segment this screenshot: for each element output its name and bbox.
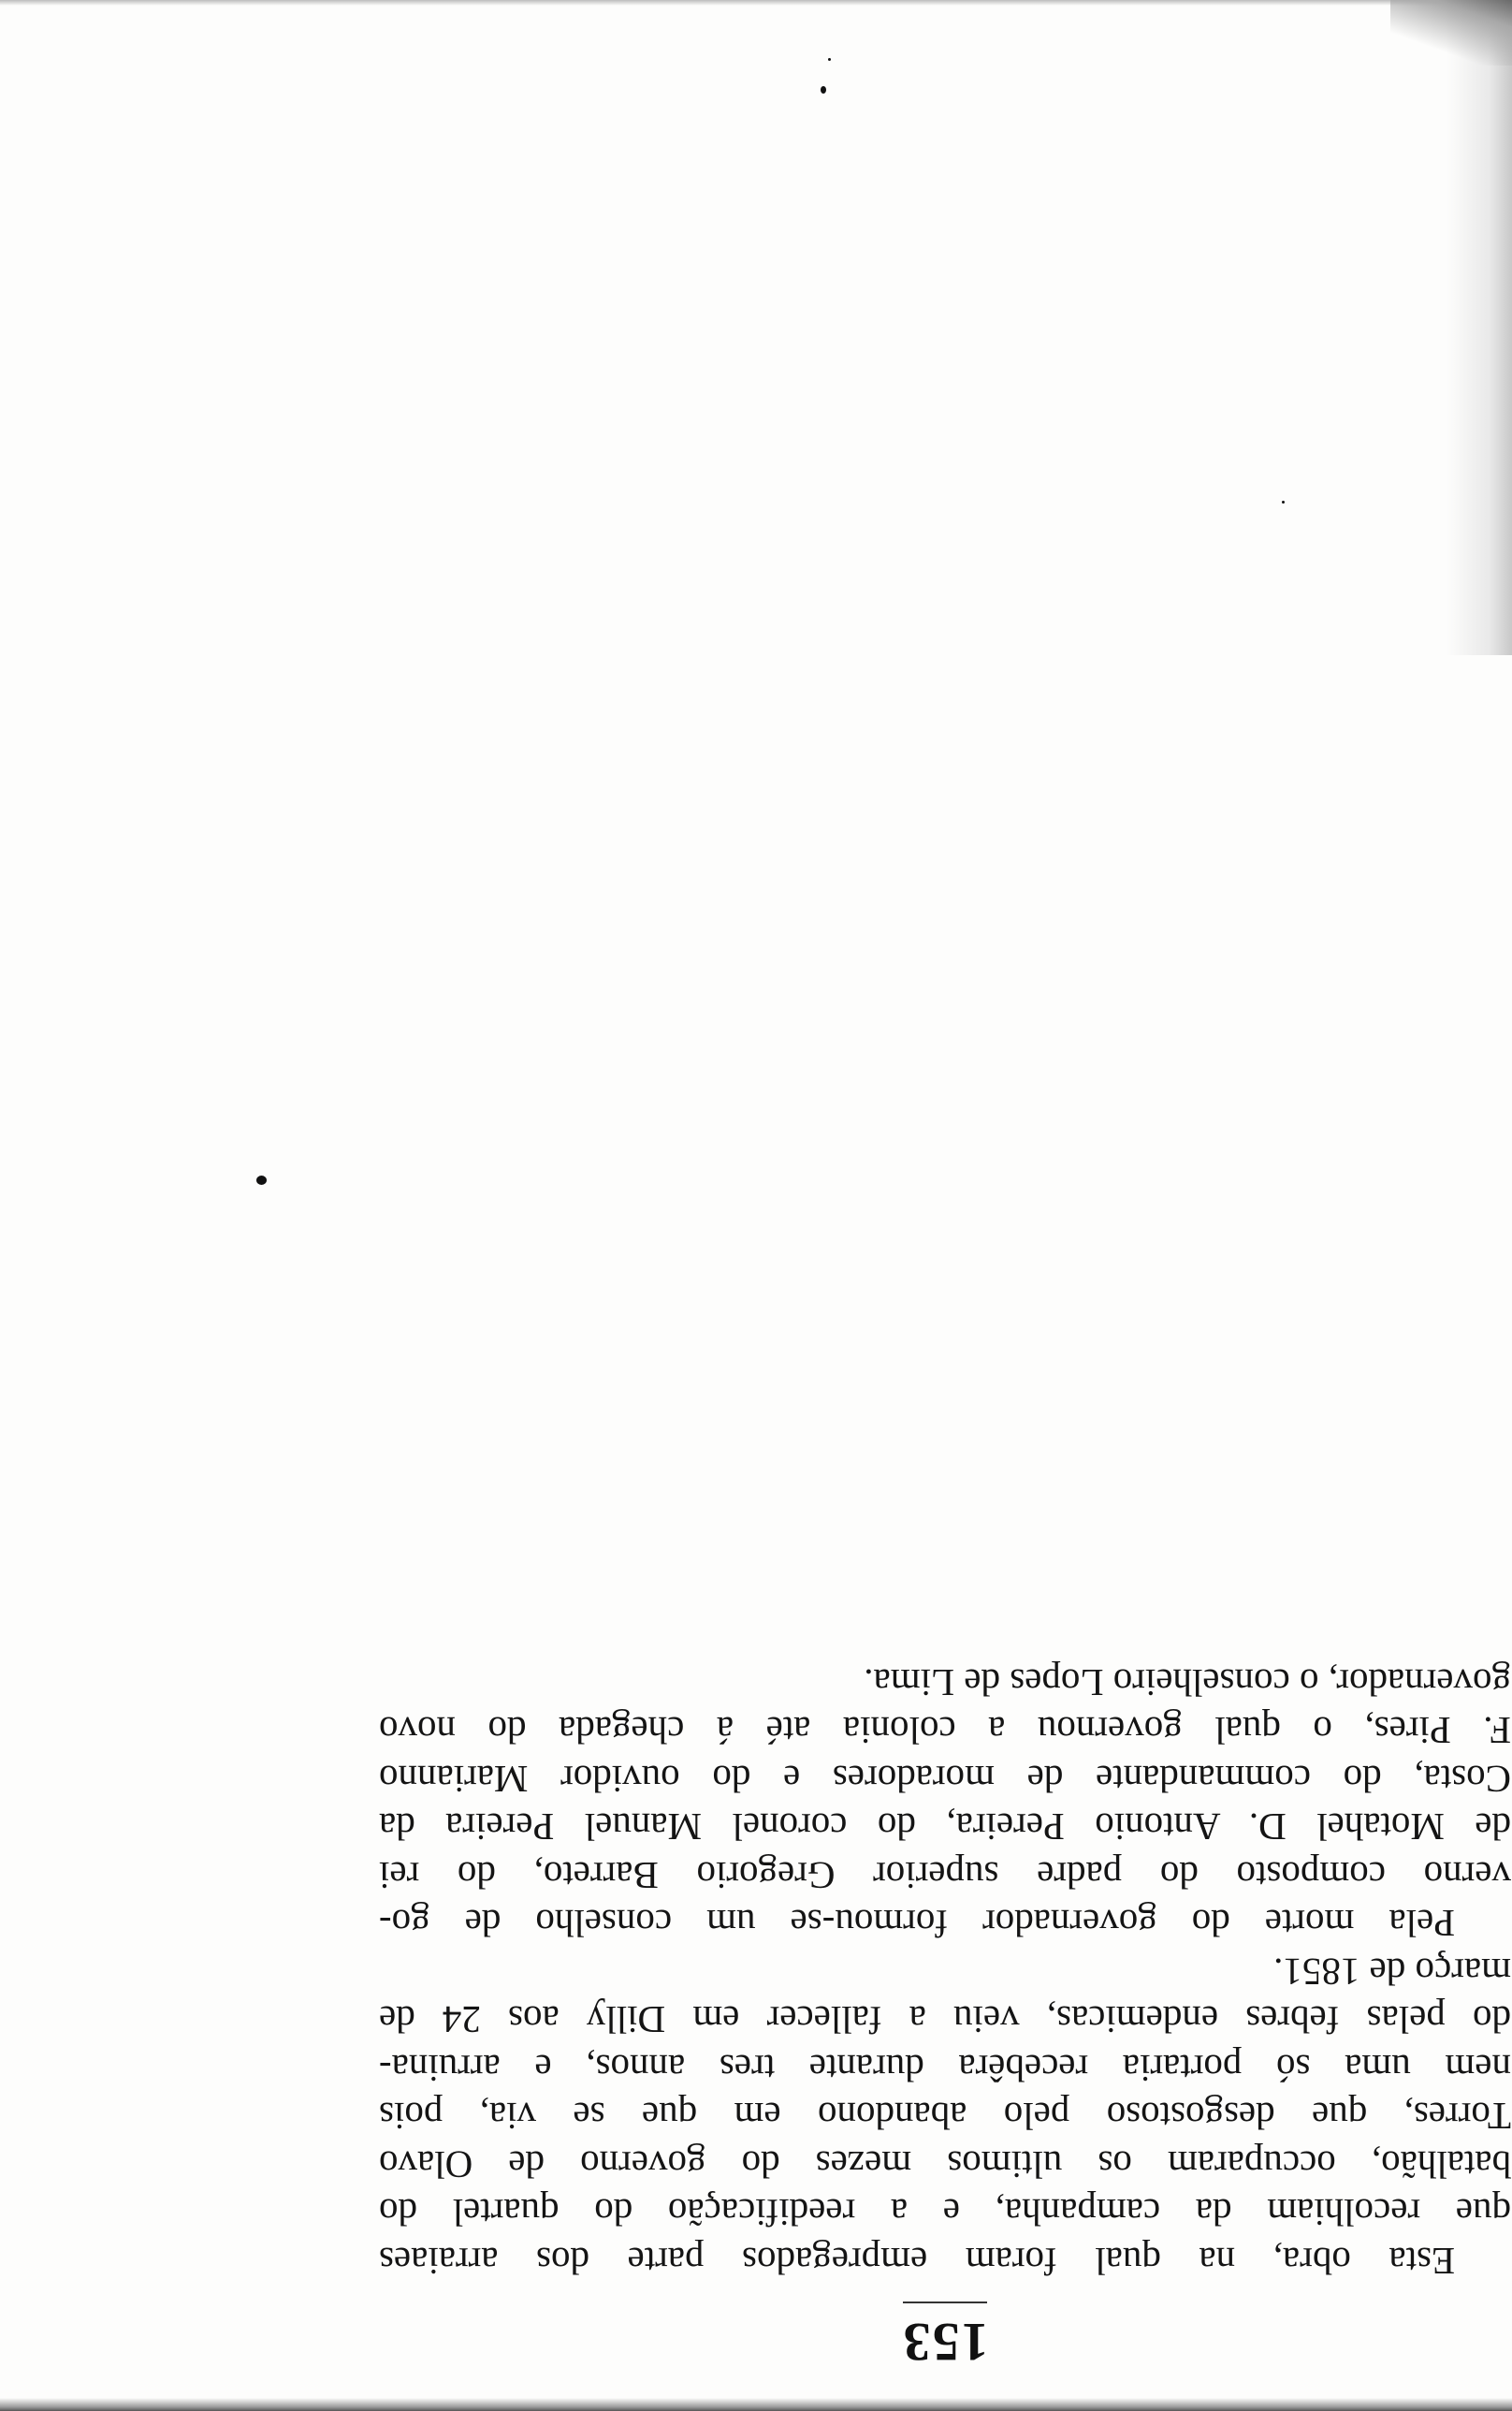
ink-speck bbox=[256, 1176, 267, 1185]
text-line: governador, o conselheiro Lopes de Lima. bbox=[864, 1661, 1511, 1704]
text-line: Pela morte do governador formou-se um conselho de go- bbox=[379, 1902, 1455, 1946]
text-line: que recolhiam da campanha, e a reedificação do quartel do bbox=[379, 2191, 1511, 2235]
scan-edge-right bbox=[1447, 0, 1512, 655]
page-text-block bbox=[379, 1658, 1511, 2374]
text-line: Torres, que desgostoso pelo abandono em que se via, pois bbox=[379, 2095, 1511, 2139]
scan-edge-corner bbox=[1390, 0, 1512, 66]
ink-speck bbox=[821, 86, 826, 94]
paragraph-1 bbox=[379, 1948, 1511, 2286]
text-line: de Motahel D. Antonio Pereira, do coronel Manuel Pereira da bbox=[379, 1805, 1511, 1849]
text-line: Costa, do commandante de moradores e do ouvidor Marianno bbox=[379, 1758, 1511, 1801]
ink-speck bbox=[1282, 501, 1285, 504]
text-line: verno composto do padre superior Gregorio Barreto, do rei bbox=[379, 1854, 1511, 1897]
header-rule bbox=[903, 2301, 987, 2303]
page-number: 153 bbox=[901, 2312, 989, 2373]
paragraph-2 bbox=[379, 1658, 1511, 1948]
text-line: Esta obra, na qual foram empregados parte dos arraiaes bbox=[379, 2240, 1455, 2283]
ink-speck bbox=[828, 58, 831, 61]
text-line: nem uma só portaria recebêra durante tres annos, e arruina- bbox=[379, 2047, 1511, 2090]
scan-edge-bottom bbox=[0, 2398, 1512, 2411]
text-line: batalhão, occuparam os ultimos mezes do governo de Olavo bbox=[379, 2143, 1511, 2186]
text-line: F. Pires, o qual governou a colonia até á chegada do novo bbox=[379, 1709, 1511, 1753]
text-line: do pelas febres endemicas, veiu a fallecer em Dilly aos 24 de bbox=[379, 1998, 1511, 2042]
scan-edge-top bbox=[0, 0, 1512, 6]
text-line: março de 1851. bbox=[1273, 1951, 1511, 1994]
